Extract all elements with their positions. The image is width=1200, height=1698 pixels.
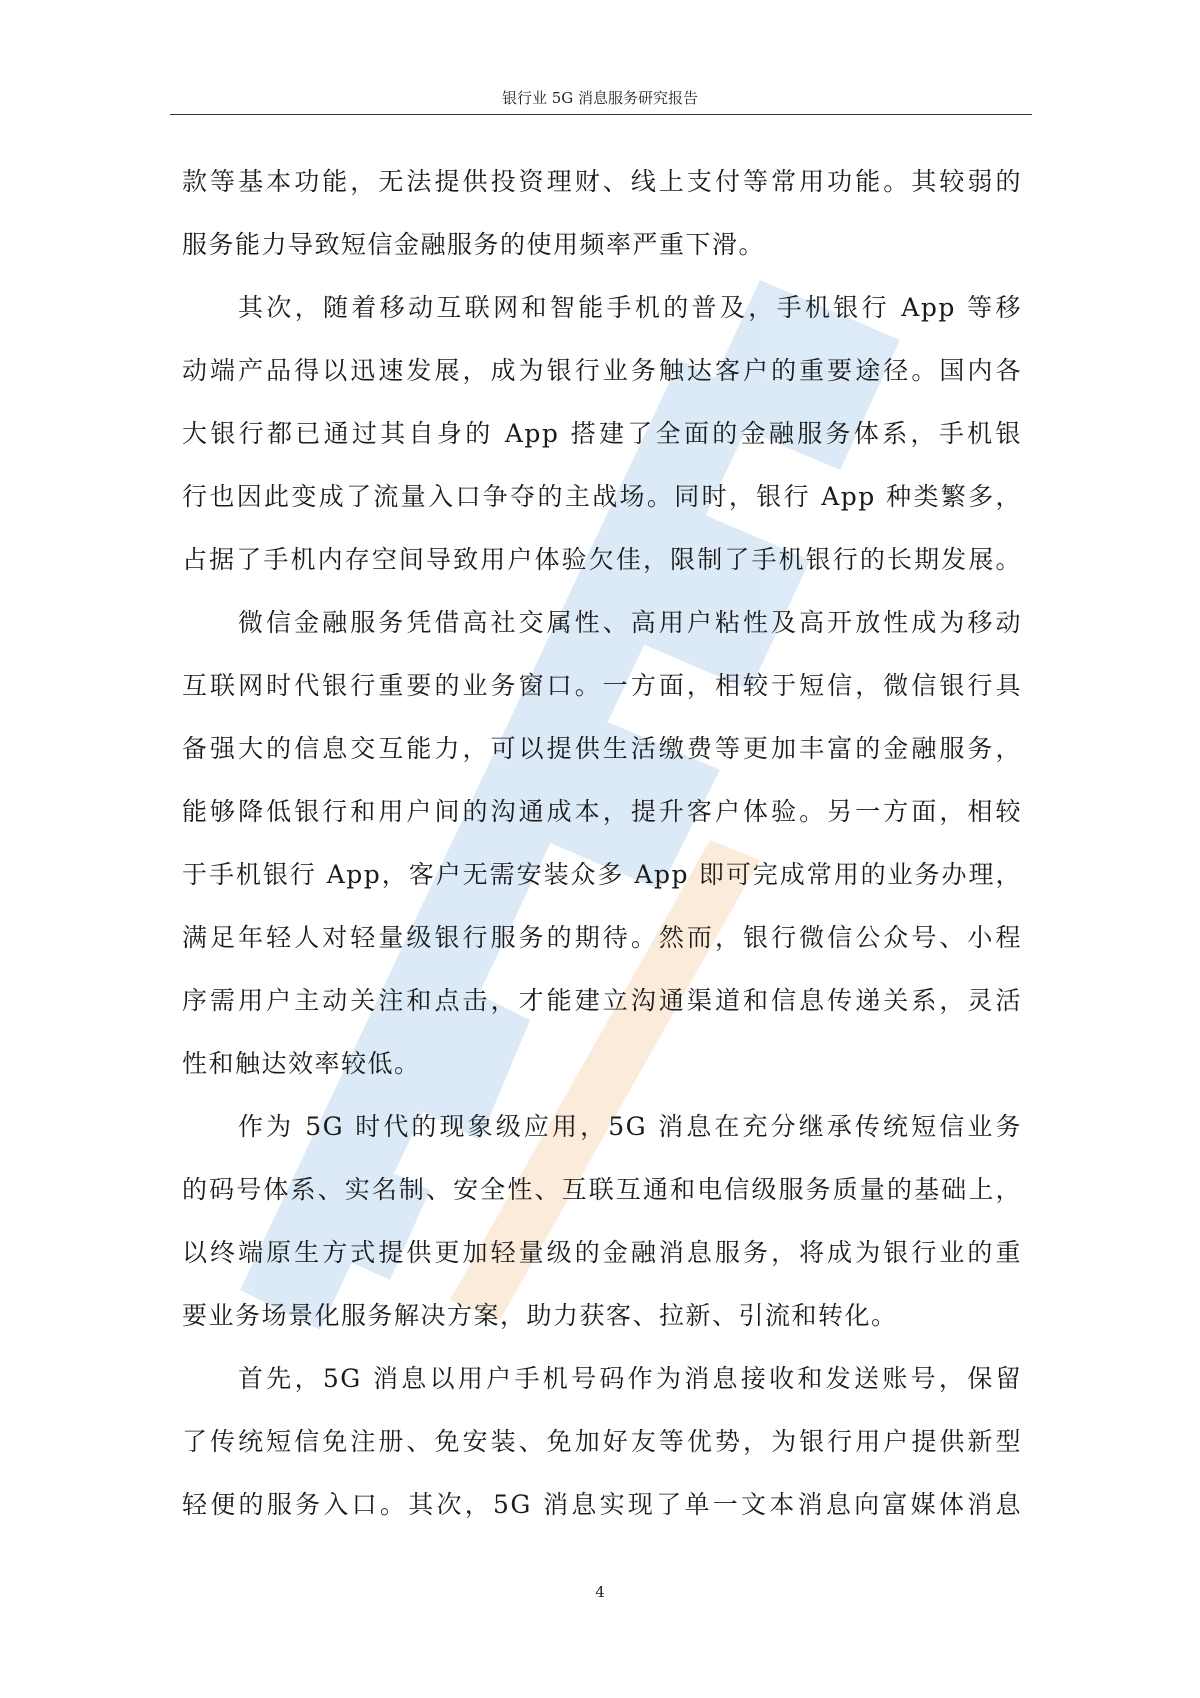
text-line: 微信金融服务凭借高社交属性、高用户粘性及高开放性成为移动 — [238, 608, 1022, 637]
document-body — [182, 150, 1022, 1536]
text-line: 作为 5G 时代的现象级应用，5G 消息在充分继承传统短信业务 — [238, 1112, 1022, 1141]
text-line: 备强大的信息交互能力，可以提供生活缴费等更加丰富的金融服务， — [182, 734, 1022, 763]
text-line: 服务能力导致短信金融服务的使用频率严重下滑。 — [182, 230, 766, 259]
text-line: 款等基本功能，无法提供投资理财、线上支付等常用功能。其较弱的 — [182, 167, 1022, 196]
text-line: 满足年轻人对轻量级银行服务的期待。然而，银行微信公众号、小程 — [182, 923, 1022, 952]
text-line: 的码号体系、实名制、安全性、互联互通和电信级服务质量的基础上， — [182, 1175, 1022, 1204]
text-line: 轻便的服务入口。其次，5G 消息实现了单一文本消息向富媒体消息 — [182, 1490, 1022, 1519]
header-rule — [170, 114, 1032, 115]
text-line: 以终端原生方式提供更加轻量级的金融消息服务，将成为银行业的重 — [182, 1238, 1022, 1267]
text-line: 大银行都已通过其自身的 App 搭建了全面的金融服务体系，手机银 — [182, 419, 1022, 448]
paragraph — [182, 1347, 1022, 1536]
text-line: 行也因此变成了流量入口争夺的主战场。同时，银行 App 种类繁多， — [182, 482, 1022, 511]
page-number: 4 — [595, 1583, 605, 1601]
running-header-title: 银行业 5G 消息服务研究报告 — [501, 89, 699, 107]
text-line: 其次，随着移动互联网和智能手机的普及，手机银行 App 等移 — [238, 293, 1022, 322]
paragraph — [182, 591, 1022, 1095]
paragraph — [182, 1095, 1022, 1347]
text-line: 于手机银行 App，客户无需安装众多 App 即可完成常用的业务办理， — [182, 860, 1022, 889]
text-line: 动端产品得以迅速发展，成为银行业务触达客户的重要途径。国内各 — [182, 356, 1022, 385]
text-line: 了传统短信免注册、免安装、免加好友等优势，为银行用户提供新型 — [182, 1427, 1022, 1456]
text-line: 互联网时代银行重要的业务窗口。一方面，相较于短信，微信银行具 — [182, 671, 1022, 700]
paragraph — [182, 276, 1022, 591]
text-line: 序需用户主动关注和点击，才能建立沟通渠道和信息传递关系，灵活 — [182, 986, 1022, 1015]
text-line: 要业务场景化服务解决方案，助力获客、拉新、引流和转化。 — [182, 1301, 898, 1330]
text-line: 性和触达效率较低。 — [182, 1049, 421, 1078]
paragraph — [182, 150, 1022, 276]
text-line: 能够降低银行和用户间的沟通成本，提升客户体验。另一方面，相较 — [182, 797, 1022, 826]
text-line: 首先，5G 消息以用户手机号码作为消息接收和发送账号，保留 — [238, 1364, 1022, 1393]
text-line: 占据了手机内存空间导致用户体验欠佳，限制了手机银行的长期发展。 — [182, 545, 1022, 574]
